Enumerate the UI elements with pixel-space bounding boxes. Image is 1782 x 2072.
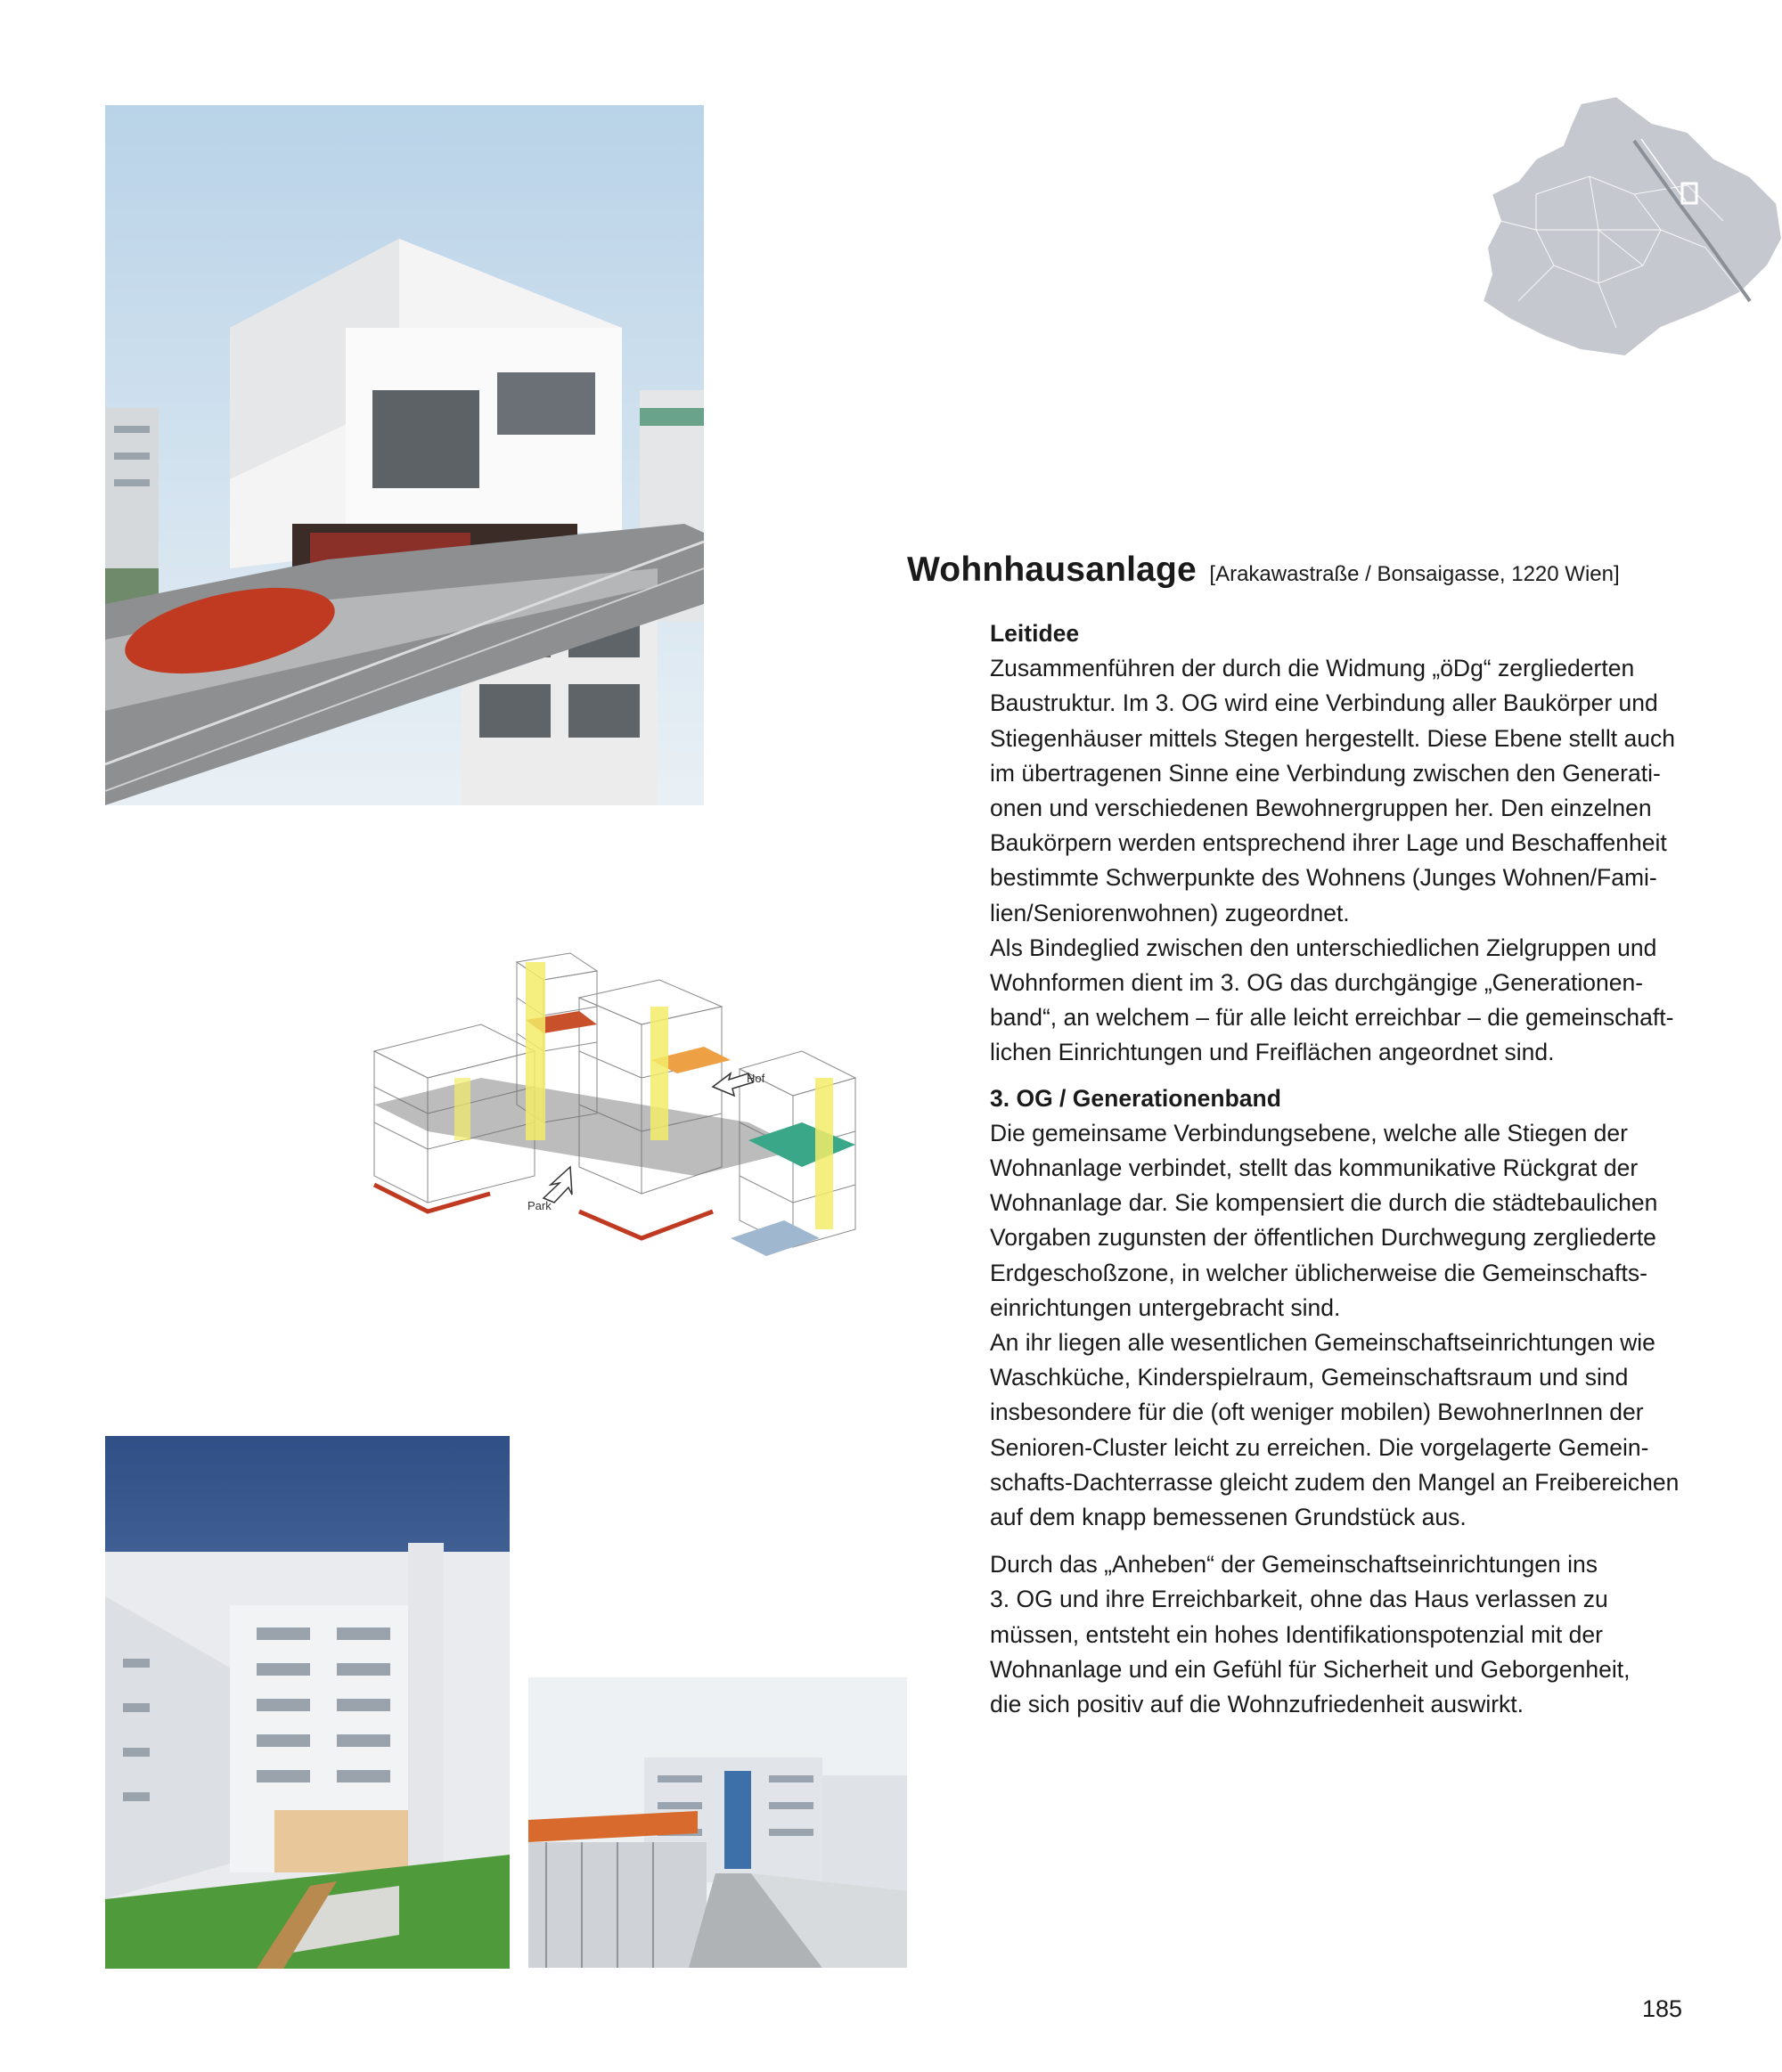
photo-building-terrace: [105, 105, 704, 805]
photo-courtyard-dusk: [105, 1436, 510, 1969]
text-line: Senioren-Cluster leicht zu erreichen. Die vorgelagerte Gemein-: [990, 1433, 1649, 1461]
heading-row: [907, 551, 1620, 590]
text-line: Baukörpern werden entsprechend ihrer Lage und Beschaffenheit: [990, 829, 1667, 857]
text-line: Wohnanlage und ein Gefühl für Sicherheit und Geborgenheit,: [990, 1655, 1631, 1683]
text-line: auf dem knapp bemessenen Grundstück aus.: [990, 1504, 1467, 1531]
text-line: Zusammenführen der durch die Widmung „öDg“ zergliederten: [990, 655, 1635, 682]
text-line: An ihr liegen alle wesentlichen Gemeinschaftseinrichtungen wie: [990, 1329, 1655, 1357]
section-heading-generationenband: 3. OG / Generationenband: [990, 1084, 1281, 1112]
text-column: [990, 616, 1703, 1722]
text-line: im übertragenen Sinne eine Verbindung zwischen den Generati-: [990, 759, 1661, 787]
text-line: die sich positiv auf die Wohnzufriedenheit auswirkt.: [990, 1691, 1525, 1718]
text-line: Wohnanlage dar. Sie kompensiert die durch die städtebaulichen: [990, 1189, 1658, 1217]
text-line: onen und verschiedenen Bewohnergruppen her. Den einzelnen: [990, 795, 1652, 822]
text-line: Stiegenhäuser mittels Stegen hergestellt. Diese Ebene stellt auch: [990, 724, 1675, 752]
text-line: einrichtungen untergebracht sind.: [990, 1293, 1341, 1321]
diagram-label-hof: Hof: [747, 1072, 765, 1085]
text-line: insbesondere für die (oft weniger mobilen) BewohnerInnen der: [990, 1399, 1644, 1426]
text-line: Waschküche, Kinderspielraum, Gemeinschaftsraum und sind: [990, 1364, 1629, 1391]
text-line: müssen, entsteht ein hohes Identifikationspotenzial mit der: [990, 1620, 1603, 1648]
text-line: Wohnformen dient im 3. OG das durchgängige „Generationen-: [990, 969, 1644, 997]
text-line: Erdgeschoßzone, in welcher üblicherweise die Gemeinschafts-: [990, 1259, 1647, 1286]
text-line: schafts-Dachterrasse gleicht zudem den Mangel an Freibereichen: [990, 1468, 1680, 1496]
page-subtitle-address: [Arakawastraße / Bonsaigasse, 1220 Wien]: [1209, 562, 1620, 586]
text-line: Vorgaben zugunsten der öffentlichen Durchwegung zergliederte: [990, 1224, 1656, 1252]
axonometric-diagram: [356, 944, 891, 1301]
text-line: lichen Einrichtungen und Freiflächen angeordnet sind.: [990, 1039, 1555, 1066]
text-line: Wohnanlage verbindet, stellt das kommunikative Rückgrat der: [990, 1154, 1639, 1182]
text-line: Als Bindeglied zwischen den unterschiedlichen Zielgruppen und: [990, 934, 1657, 961]
photo-walkway-bridge: [528, 1677, 907, 1968]
diagram-label-park: Park: [527, 1199, 552, 1212]
text-line: bestimmte Schwerpunkte des Wohnens (Junges Wohnen/Fami-: [990, 864, 1657, 892]
page-number: 185: [1642, 1995, 1683, 2022]
text-line: Die gemeinsame Verbindungsebene, welche alle Stiegen der: [990, 1119, 1628, 1146]
page-title: Wohnhausanlage: [907, 551, 1197, 589]
section-heading-leitidee: Leitidee: [990, 620, 1080, 647]
text-line: Baustruktur. Im 3. OG wird eine Verbindung aller Baukörper und: [990, 689, 1658, 717]
text-line: lien/Seniorenwohnen) zugeordnet.: [990, 899, 1350, 926]
text-line: 3. OG und ihre Erreichbarkeit, ohne das Haus verlassen zu: [990, 1586, 1608, 1613]
district-map: [1483, 96, 1782, 356]
text-line: band“, an welchem – für alle leicht erreichbar – die gemeinschaft-: [990, 1004, 1674, 1032]
text-line: Durch das „Anheben“ der Gemeinschaftseinrichtungen ins: [990, 1551, 1598, 1578]
